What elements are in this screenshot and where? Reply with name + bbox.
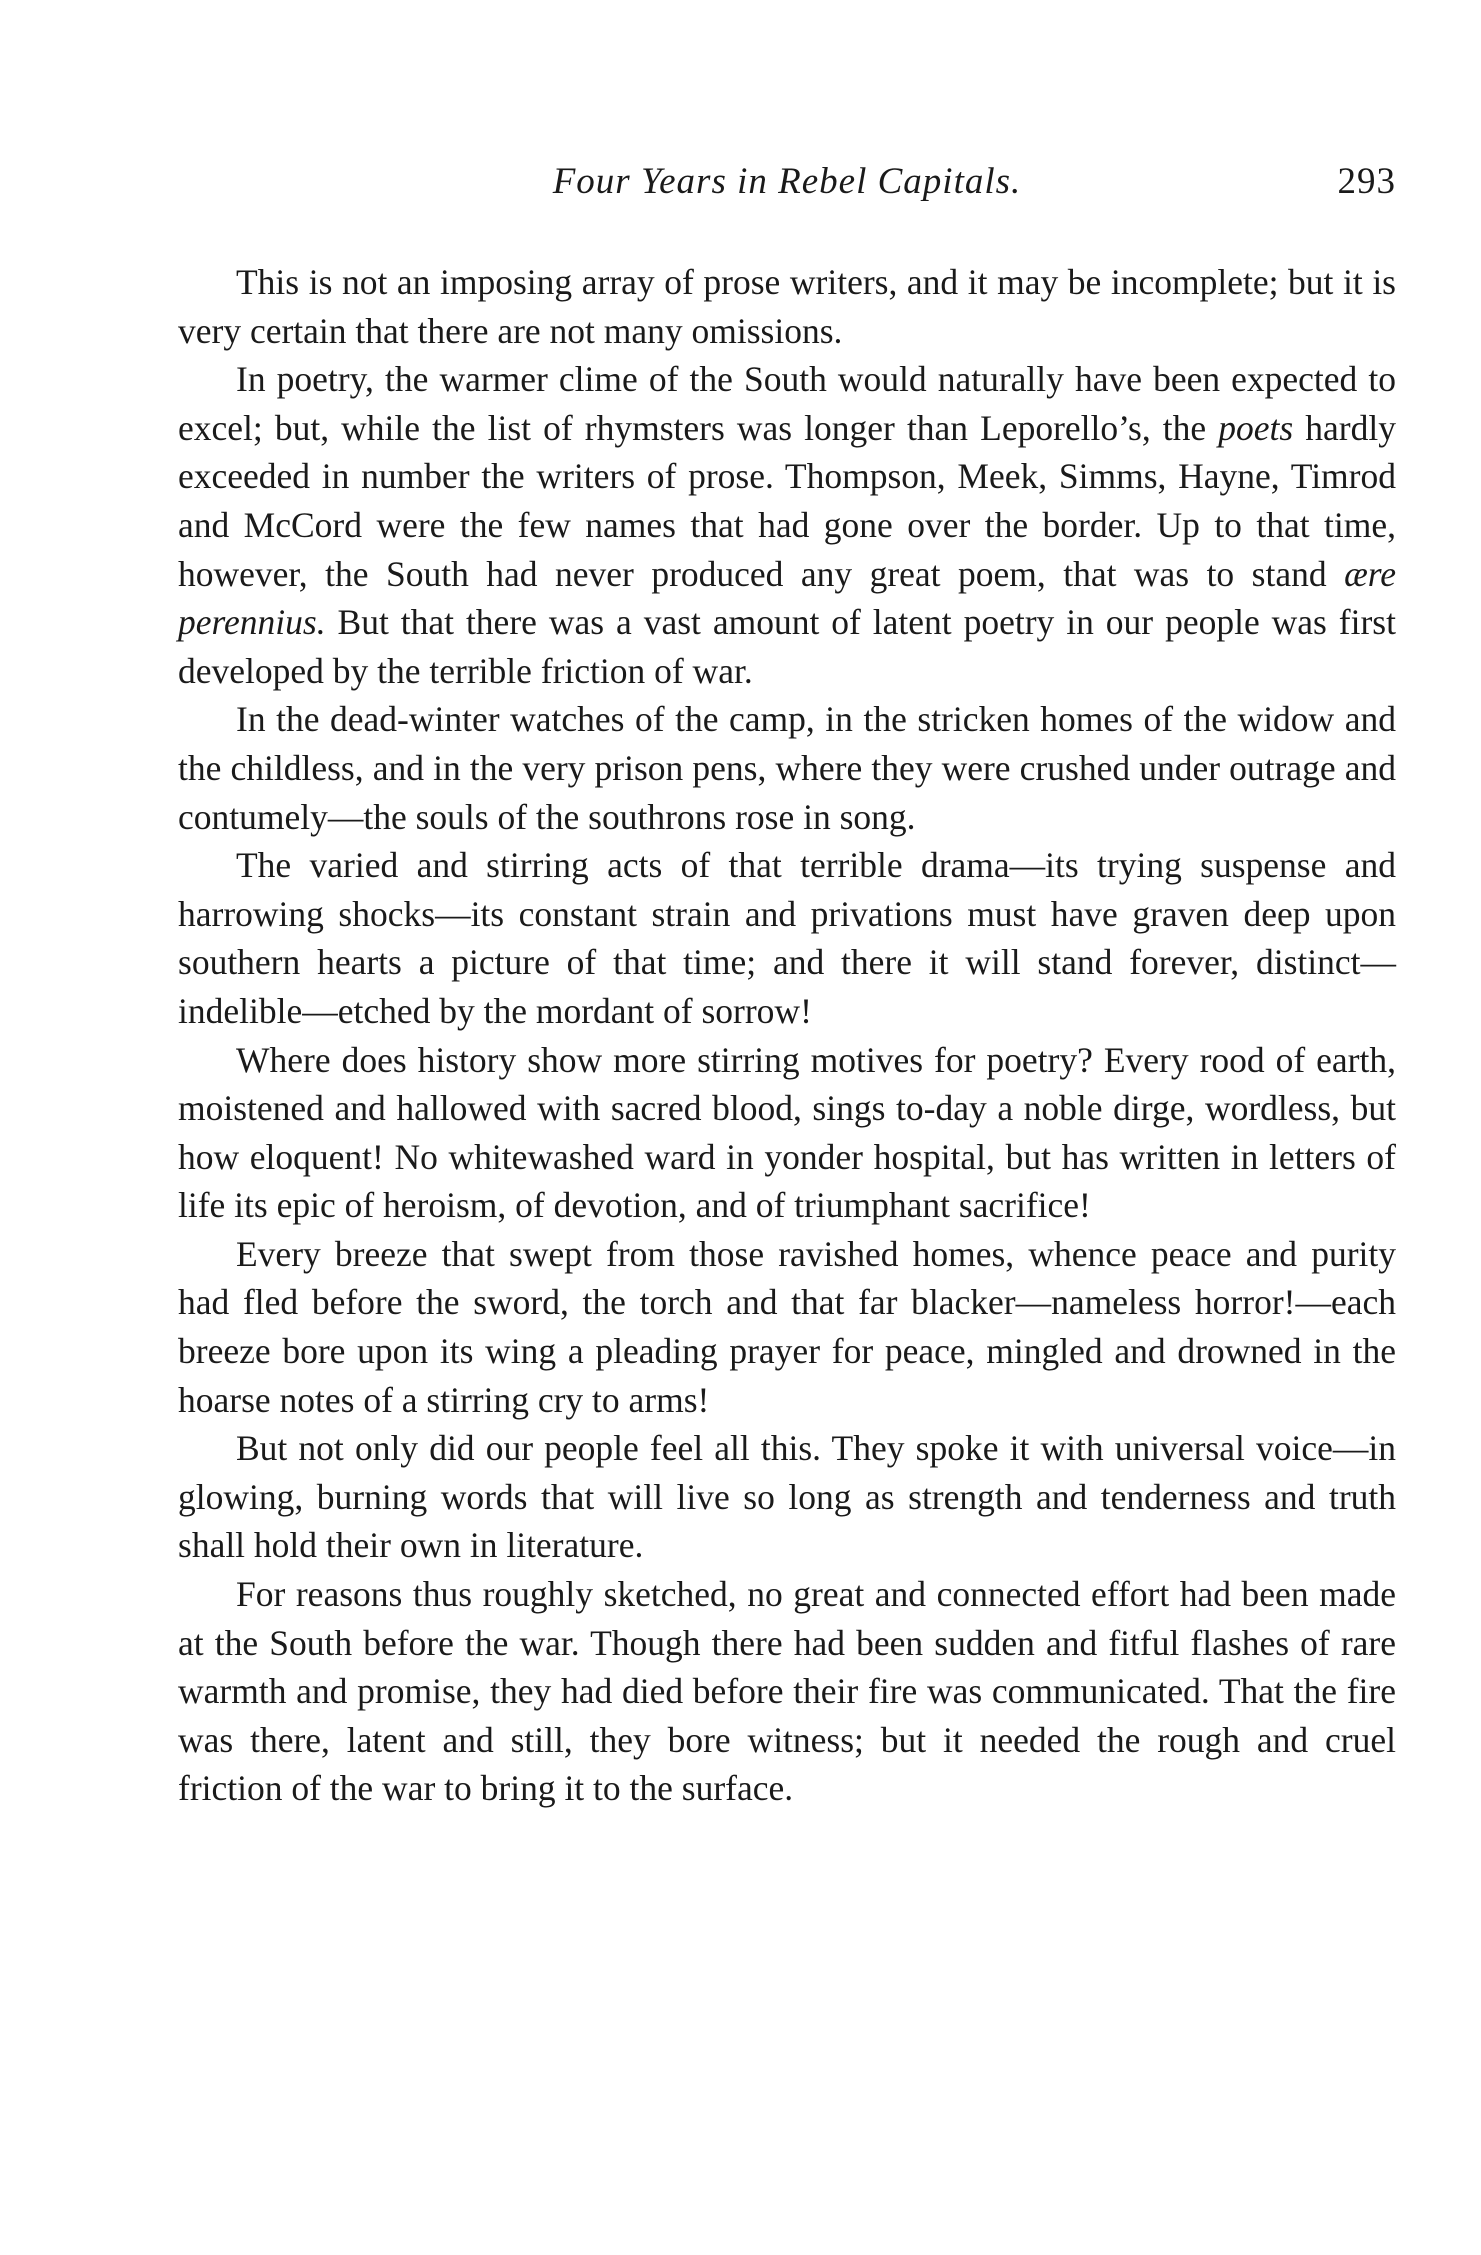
italic-phrase-aere-perennius: ære perennius. (178, 553, 1396, 643)
paragraph-2 (178, 355, 1396, 695)
italic-word-poets: poets (1218, 407, 1294, 448)
paragraph-text: hardly exceeded in number the writers of prose. Thompson, Meek, Simms, Hayne, Timrod and McCord were the few names that had gone over the border. Up to that time, however, the South had never produced any great poem, that was to stand (178, 407, 1396, 594)
paragraph-7 (178, 1424, 1396, 1570)
body-text (178, 258, 1396, 1813)
paragraph-text: For reasons thus roughly sketched, no great and connected effort had been made at the South before the war. Though there had been sudden and fitful flashes of rare warmth and promise, they had died before their fire was communicated. That the fire was there, latent and still, they bore witness; but it needed the rough and cruel friction of the war to bring it to the surface. (178, 1574, 1396, 1809)
paragraph-1 (178, 258, 1396, 355)
paragraph-text: Every breeze that swept from those ravished homes, whence peace and purity had fled before the sword, the torch and that far blacker—nameless horror!—each breeze bore upon its wing a pleading prayer for peace, mingled and drowned in the hoarse notes of a stirring cry to arms! (178, 1233, 1396, 1420)
paragraph-text: In poetry, the warmer clime of the South would naturally have been expected to excel; but, while the list of rhymsters was longer than Leporello’s, the (178, 359, 1396, 448)
paragraph-text: But not only did our people feel all this. They spoke it with universal voice—in glowing, burning words that will live so long as strength and tenderness and truth shall hold their own in literature. (178, 1428, 1396, 1566)
paragraph-6 (178, 1230, 1396, 1424)
page-number: 293 (1337, 161, 1396, 202)
running-title: Four Years in Rebel Capitals. (552, 161, 1022, 202)
paragraph-4 (178, 841, 1396, 1035)
paragraph-text: The varied and stirring acts of that terrible drama—its trying suspense and harrowing shocks—its constant strain and privations must have graven deep upon southern hearts a picture of that time; and there it will stand forever, distinct—indelible—etched by the mordant of sorrow! (178, 845, 1396, 1031)
paragraph-text: This is not an imposing array of prose writers, and it may be incomplete; but it is very certain that there are not many omissions. (178, 262, 1396, 351)
running-head (178, 160, 1396, 220)
paragraph-3 (178, 695, 1396, 841)
paragraph-text: In the dead-winter watches of the camp, in the stricken homes of the widow and the childless, and in the very prison pens, where they were crushed under outrage and contumely—the souls of the southrons rose in song. (178, 699, 1396, 837)
paragraph-5 (178, 1036, 1396, 1230)
paragraph-8 (178, 1570, 1396, 1813)
paragraph-text: Where does history show more stirring motives for poetry? Every rood of earth, moistened and hallowed with sacred blood, sings to-day a noble dirge, wordless, but how eloquent! No whitewashed ward in yonder hospital, but has written in letters of life its epic of heroism, of devotion, and of triumphant sacrifice! (178, 1039, 1396, 1226)
paragraph-text: But that there was a vast amount of latent poetry in our people was first developed by the terrible friction of war. (178, 602, 1396, 691)
